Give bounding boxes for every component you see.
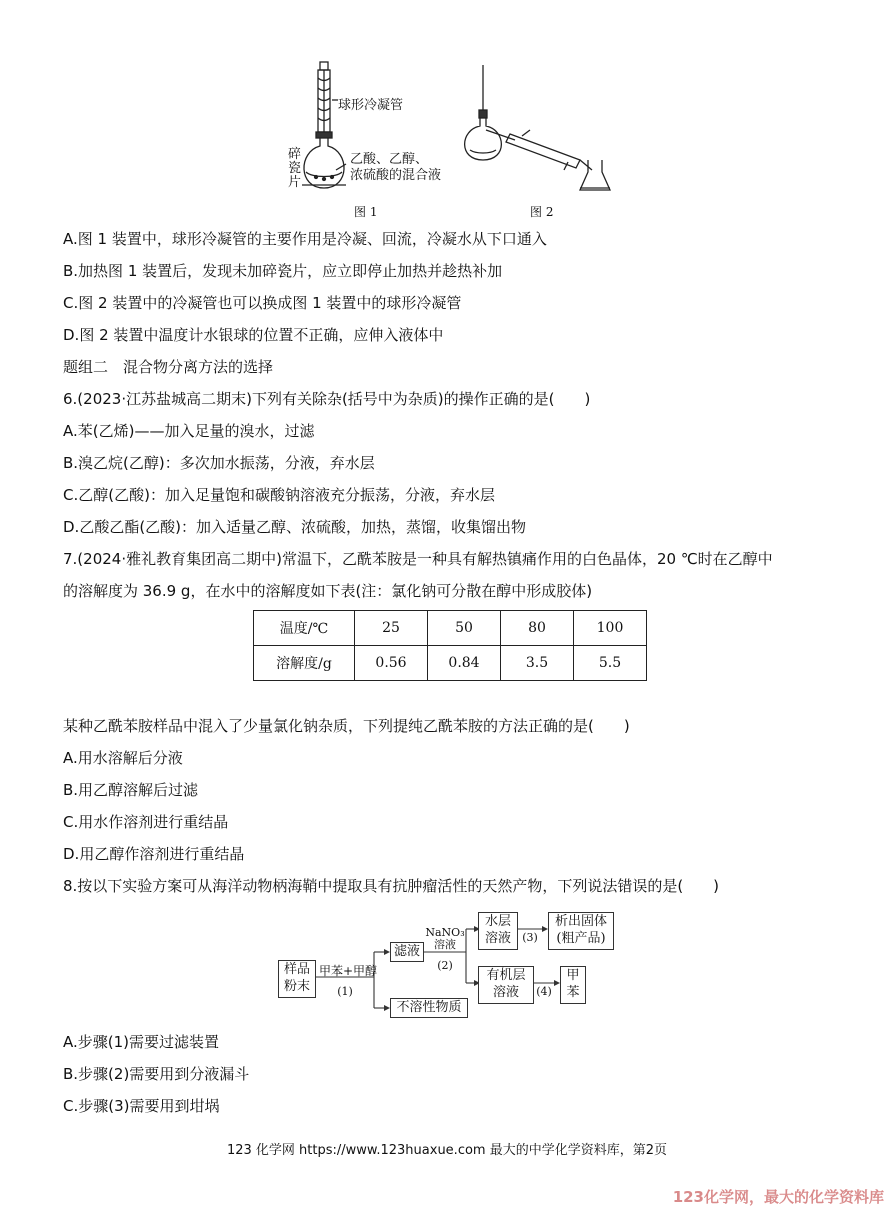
q8-stem: 8.按以下实验方案可从海洋动物柄海鞘中提取具有抗肿瘤活性的天然产物，下列说法错误的是( ) [63,877,720,895]
flow-step2: (2) [437,959,453,972]
q7-option-a: A.用水溶解后分液 [63,749,183,767]
label-porcelain-chips: 碎 瓷 片 [288,147,302,190]
flow-solid-crude: 析出固体 (粗产品) [548,912,614,950]
flow-reagent2: NaNO₃ 溶液 [425,926,465,951]
q6-option-c: C.乙醇(乙酸)：加入足量饱和碳酸钠溶液充分振荡，分液，弃水层 [63,486,495,504]
table-cell: 3.5 [501,646,574,681]
figure1-reflux-apparatus [302,62,346,188]
q6-option-b: B.溴乙烷(乙醇)：多次加水振荡，分液，弃水层 [63,454,375,472]
figure1-caption: 图 1 [354,205,378,219]
q6-option-a: A.苯(乙烯)——加入足量的溴水，过滤 [63,422,315,440]
label-spherical-condenser: 球形冷凝管 [338,98,404,113]
q8-option-a: A.步骤(1)需要过滤装置 [63,1033,220,1051]
flow-filtrate: 滤液 [390,942,424,962]
flow-step1: (1) [337,985,353,998]
label-mixture-line2: 浓硫酸的混合液 [350,168,442,183]
table-cell: 80 [501,611,574,646]
section-title: 题组二 混合物分离方法的选择 [63,358,274,376]
q8-option-b: B.步骤(2)需要用到分液漏斗 [63,1065,250,1083]
flow-sample-powder: 样品 粉末 [278,960,316,998]
site-watermark: 123化学网，最大的化学资料库 [672,1188,884,1206]
q5-option-a: A.图 1 装置中，球形冷凝管的主要作用是冷凝、回流，冷凝水从下口通入 [63,230,547,248]
q6-option-d: D.乙酸乙酯(乙酸)：加入适量乙醇、浓硫酸，加热，蒸馏，收集馏出物 [63,518,527,536]
table-row [254,646,647,681]
flow-step3: (3) [522,931,538,944]
table-cell: 50 [428,611,501,646]
q8-option-c: C.步骤(3)需要用到坩埚 [63,1097,220,1115]
table-header-temperature: 温度/℃ [254,611,355,646]
flow-reagent1: 甲苯+甲醇 [318,964,378,978]
q7-question: 某种乙酰苯胺样品中混入了少量氯化钠杂质，下列提纯乙酰苯胺的方法正确的是( ) [63,717,630,735]
q7-option-b: B.用乙醇溶解后过滤 [63,781,199,799]
label-mixture-line1: 乙酸、乙醇、 [350,152,429,167]
table-cell: 5.5 [574,646,647,681]
page-footer: 123 化学网 https://www.123huaxue.com 最大的中学化学资料库，第2页 [226,1143,667,1158]
q5-option-c: C.图 2 装置中的冷凝管也可以换成图 1 装置中的球形冷凝管 [63,294,462,312]
figure2-caption: 图 2 [530,205,554,219]
flow-organic-layer: 有机层 溶液 [478,966,534,1004]
q5-option-d: D.图 2 装置中温度计水银球的位置不正确，应伸入液体中 [63,326,444,344]
flow-insoluble: 不溶性物质 [390,998,468,1018]
q7-option-c: C.用水作溶剂进行重结晶 [63,813,229,831]
table-header-solubility: 溶解度/g [254,646,355,681]
q7-stem-line1: 7.(2024·雅礼教育集团高二期中)常温下，乙酰苯胺是一种具有解热镇痛作用的白色晶体，20 ℃时在乙醇中 [63,550,773,568]
table-cell: 0.84 [428,646,501,681]
q7-stem-line2: 的溶解度为 36.9 g，在水中的溶解度如下表(注：氯化钠可分散在醇中形成胶体) [63,582,593,600]
figure2-distillation-apparatus [465,65,610,190]
table-cell: 25 [355,611,428,646]
flow-step4: (4) [536,985,552,998]
q7-option-d: D.用乙醇作溶剂进行重结晶 [63,845,245,863]
q5-option-b: B.加热图 1 装置后，发现未加碎瓷片，应立即停止加热并趁热补加 [63,262,503,280]
solubility-table [253,610,647,681]
flow-toluene: 甲 苯 [560,966,586,1004]
apparatus-figure [280,60,620,195]
table-row [254,611,647,646]
table-cell: 0.56 [355,646,428,681]
table-cell: 100 [574,611,647,646]
flow-aqueous-layer: 水层 溶液 [478,912,518,950]
q6-stem: 6.(2023·江苏盐城高二期末)下列有关除杂(括号中为杂质)的操作正确的是( ) [63,390,591,408]
